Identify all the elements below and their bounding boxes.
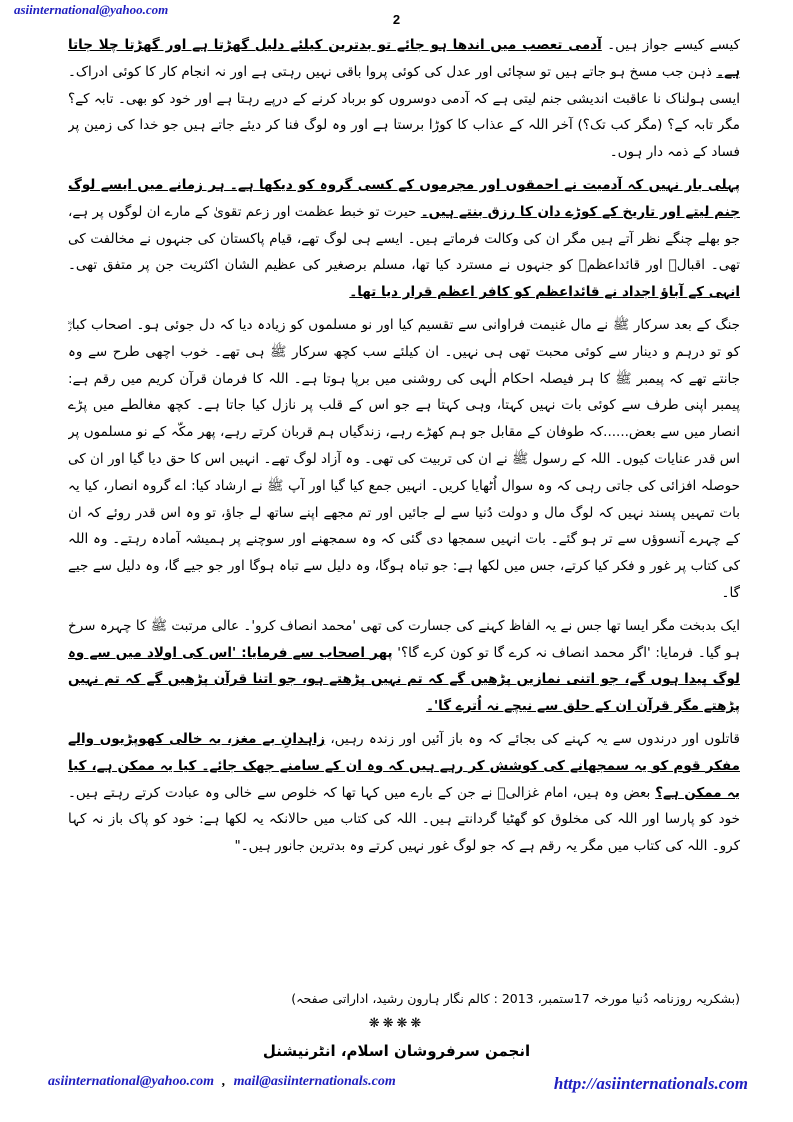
footer-emails xyxy=(48,1074,396,1090)
paragraph-5 xyxy=(68,726,740,860)
paragraph-1 xyxy=(68,32,740,166)
paragraph-2-conclusion: انہی کے آباؤ اجداد نے قائداعظم کو کافر اعظم قرار دیا تھا۔ xyxy=(349,284,740,301)
paragraph-1-text: ذہن جب مسخ ہو جاتے ہیں تو سچائی اور عدل کی کوئی پروا باقی نہیں رہتی ہے اور نہ انجام کار کا کوئی ادراک۔ ایسی ہولناک نا عاقبت اندیشی جنم لیتی ہے کہ آدمی دوسروں کو برباد کرنے کے درپے رہتا ہے اور خود کو بھی۔ تابہ کے؟ مگر تابہ کے؟ (مگر کب تک؟) آخر اللہ کے عذاب کا کوڑا برستا ہے اور وہ لوگ فنا کر دیئے جاتے ہیں جو خدا کی زمین پر فساد کے ذمہ دار ہوں۔ xyxy=(68,63,740,161)
paragraph-5-lead: قاتلوں اور درندوں سے یہ کہنے کی بجائے کہ وہ باز آئیں اور زندہ رہیں، xyxy=(325,730,740,747)
paragraph-4-highlight: پھر اصحاب سے فرمایا: 'اس کی اولاد میں سے وہ لوگ پیدا ہوں گے، جو اتنی نمازیں پڑھیں گے کہ تم نہیں پڑھتے ہو، جو اتنا قرآن پڑھیں گے کہ تم نہیں پڑھتے مگر قرآن ان کے حلق سے نیچے نہ اُترے گا'۔ xyxy=(68,644,740,715)
header-email: asiinternational@yahoo.com xyxy=(14,2,169,17)
paragraph-5-text: بعض وہ ہیں، امام غزالیؒ نے جن کے بارے میں کہا تھا کہ خلوص سے خالی وہ عبادت کرتے رہتے ہیں۔ خود کو پارسا اور اللہ کی مخلوق کو گھٹیا گردانتے ہیں۔ اللہ کی کتاب میں حالانکہ یہ لکھا ہے: خود کو پاک باز نہ کہا کرو۔ اللہ کی کتاب میں مگر یہ رقم ہے کہ جو لوگ غور نہیں کرتے وہ بدترین جانور ہیں۔" xyxy=(68,784,740,855)
footer xyxy=(48,1074,748,1096)
paragraph-4 xyxy=(68,613,740,720)
paragraph-3 xyxy=(68,312,740,607)
paragraph-5-highlight: زاہدانِ بے مغز، یہ خالی کھوپڑیوں والے مفکر قوم کو یہ سمجھانے کی کوشش کر رہے ہیں کہ وہ ان کے سامنے جھک جائے۔ کیا یہ ممکن ہے، کیا یہ ممکن ہے؟ xyxy=(68,730,740,801)
footer-mail-link[interactable]: mail@asiinternationals.com xyxy=(233,1074,396,1089)
source-credit: (بشکریہ روزنامہ دُنیا مورخہ 17ستمبر، 2013 : کالم نگار ہارون رشید، اداراتی صفحہ) xyxy=(291,991,740,1006)
paragraph-2-text: حیرت تو خبط عظمت اور زعم تقویٰ کے مارے ان لوگوں پر ہے، جو بھلے چنگے نظر آتے ہیں مگر ان کی وکالت فرماتے ہیں۔ ایسے ہی لوگ تھے، قیام پاکستان کی جنہوں نے مخالفت کی تھی۔ اقبالؒ اور قائداعظمؒ کو جنہوں نے مسترد کیا تھا، مسلم برصغیر کی عظیم الشان اکثریت جن پر متفق تھی۔ xyxy=(68,203,740,274)
paragraph-4-text: ایک بدبخت مگر ایسا تھا جس نے یہ الفاظ کہنے کی جسارت کی تھی 'محمد انصاف کرو'۔ عالی مرتبت ﷺ کا چہرہ سرخ ہو گیا۔ فرمایا: 'اگر محمد انصاف نہ کرے گا تو کون کرے گا؟' xyxy=(68,617,740,661)
organization-name: انجمن سرفروشان اسلام، انٹرنیشنل xyxy=(262,1042,531,1060)
flower-ornament-icon: ❋❋❋❋ xyxy=(368,1016,425,1031)
paragraph-1-lead: کیسے کیسے جواز ہیں۔ xyxy=(601,37,740,53)
footer-website-link[interactable]: http://asiinternationals.com xyxy=(553,1074,748,1093)
paragraph-3-text: جنگ کے بعد سرکار ﷺ نے مال غنیمت فراوانی سے تقسیم کیا اور نو مسلموں کو زیادہ دیا کہ دل جوئی ہو۔ اصحاب کبارؓ کو تو درہم و دینار سے کوئی محبت تھی ہی نہیں۔ ان کیلئے سب کچھ سرکار ﷺ ہی تھے۔ خوب اچھی طرح سے وہ جانتے تھے کہ پیمبر ﷺ کا ہر فیصلہ احکام الٰہی کی روشنی میں برپا ہوتا ہے۔ اللہ کا فرمان قرآن کریم میں رقم ہے: پیمبر اپنی طرف سے کوئی بات نہیں کہتا، وہی کہتا ہے جو اس کے قلب پر نازل کیا جاتا ہے۔ کچھ مغالطے میں پڑے انصار میں سے بعض......کہ طوفان کے مقابل جو ہم کھڑے رہے، زندگیاں ہم قربان کرتے رہے، پھر مکّہ کے نو مسلموں پر اس قدر عنایات کیوں۔ اللہ کے رسول ﷺ نے ان کی تربیت کی تھی۔ وہ آزاد لوگ تھے۔ انہیں اس کا حق دیا گیا اور ان کی حوصلہ افزائی کی جاتی رہی کہ وہ سوال اُٹھایا کریں۔ انہیں جمع کیا گیا اور آپ ﷺ نے ارشاد کیا: اے گروہ انصار، کیا یہ بات تمہیں پسند نہیں کہ لوگ مال و دولت دُنیا سے لے جائیں اور تم مجھے اپنے ساتھ لے جاؤ، تو وہ اس قدر روئے کہ ان کے چہرے آنسوؤں سے تر ہو گئے۔ بات انہیں سمجھا دی گئی کہ وہ سمجھنے اور سوچنے پر ہمیشہ آمادہ رہتے۔ وہ اللہ کی کتاب پر غور و فکر کیا کرتے، جس میں لکھا ہے: جو تباہ ہوگا، وہ دلیل سے تباہ ہوگا اور جو جیے گا، وہ دلیل سے جیے گا۔ xyxy=(68,316,740,601)
footer-separator: , xyxy=(222,1074,226,1089)
paragraph-2-highlight: پہلی بار نہیں کہ آدمیت نے احمقوں اور مجرموں کے کسی گروہ کو دیکھا ہے۔ ہر زمانے میں ایسے لوگ جنم لیتے اور تاریخ کے کوڑے دان کا رزق بنتے ہیں۔ xyxy=(68,176,740,220)
paragraph-2 xyxy=(68,172,740,306)
paragraph-1-highlight: آدمی تعصب میں اندھا ہو جائے تو بدترین کیلئے دلیل گھڑتا ہے اور گھڑتا چلا جاتا ہے۔ xyxy=(68,37,740,80)
page-number: 2 xyxy=(392,12,401,27)
footer-email-link[interactable]: asiinternational@yahoo.com xyxy=(48,1074,215,1089)
article-body xyxy=(68,32,740,980)
